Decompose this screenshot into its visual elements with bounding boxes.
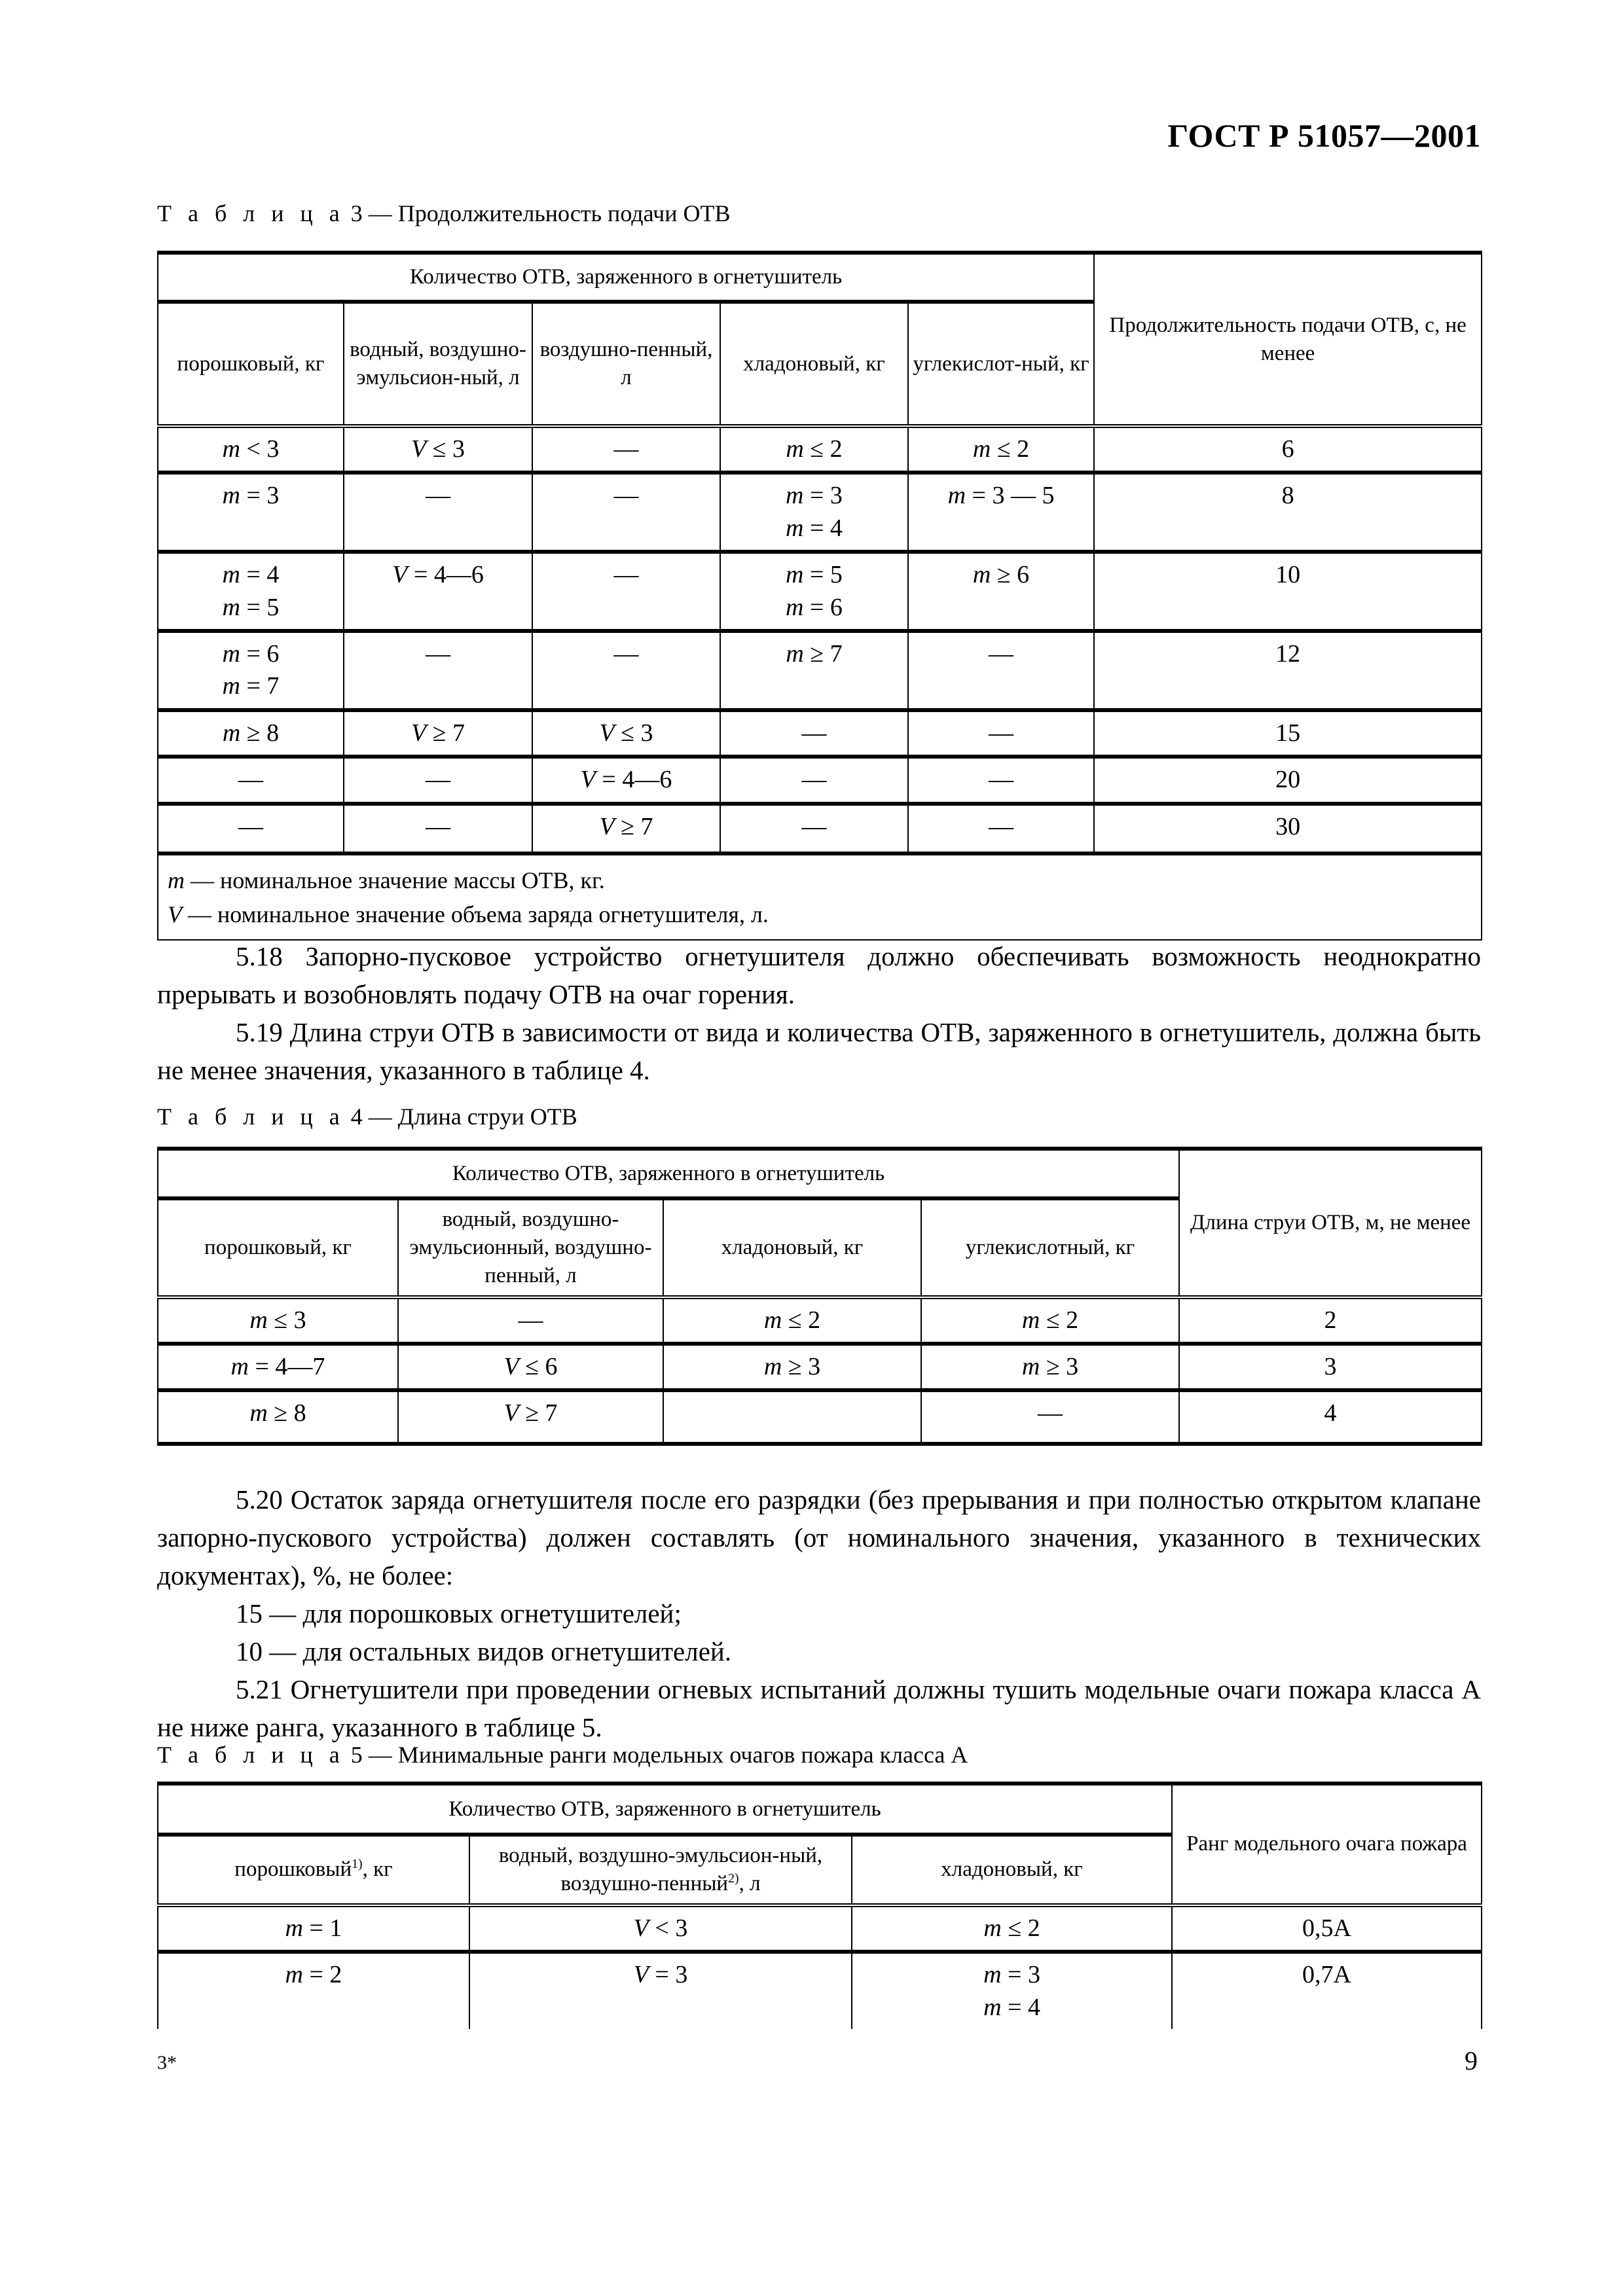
- table3-cell: 30: [1094, 804, 1482, 853]
- paragraphs-5-18-5-19: [157, 937, 1481, 1089]
- table3-cell: m ≥ 8: [158, 710, 344, 757]
- table3-cell: —: [532, 552, 720, 631]
- table3-cell: —: [158, 757, 344, 803]
- table4-cell: —: [921, 1390, 1179, 1444]
- table4-cell: m ≤ 2: [663, 1297, 921, 1344]
- table4-col-header: углекислотный, кг: [921, 1198, 1179, 1297]
- signature-mark: 3*: [157, 2052, 177, 2073]
- table3-note-m: m — номинальное значение массы ОТВ, кг.: [168, 867, 605, 893]
- table4-col-header: порошковый, кг: [158, 1198, 398, 1297]
- table4-cell: 3: [1179, 1344, 1482, 1390]
- table3-col-header: воздушно-пенный, л: [532, 302, 720, 426]
- table3-cell: 6: [1094, 426, 1482, 473]
- table4: [157, 1147, 1482, 1446]
- table4-result-header: Длина струи ОТВ, м, не менее: [1179, 1149, 1482, 1297]
- table3-cell: —: [720, 710, 908, 757]
- table4-cell: m ≥ 3: [921, 1344, 1179, 1390]
- table3-col-header: хладоновый, кг: [720, 302, 908, 426]
- table5-caption: [157, 1741, 968, 1768]
- paragraphs-5-20-5-21: [157, 1480, 1481, 1746]
- table3-caption-text: 3 — Продолжительность подачи ОТВ: [344, 200, 731, 226]
- document-id-header: ГОСТ Р 51057—2001: [1167, 117, 1481, 154]
- table4-caption: [157, 1103, 577, 1130]
- table3-cell: 20: [1094, 757, 1482, 803]
- table3-cell: —: [532, 426, 720, 473]
- table3-caption: [157, 200, 731, 227]
- table5-cell: m = 3 m = 4: [852, 1952, 1172, 2029]
- list-item-other: 10 — для остальных видов огнетушителей.: [236, 1636, 732, 1666]
- table3-cell: —: [344, 631, 532, 710]
- table5-result-header: Ранг модельного очага пожара: [1172, 1784, 1482, 1905]
- table5-cell: V = 3: [469, 1952, 852, 2029]
- table3-cell: —: [344, 473, 532, 552]
- table5-caption-label: Т а б л и ц а: [157, 1742, 345, 1768]
- table3-cell: V ≤ 3: [532, 710, 720, 757]
- table3-cell: —: [532, 473, 720, 552]
- table-row: [158, 473, 1482, 552]
- table5-group-header: Количество ОТВ, заряженного в огнетушитель: [158, 1784, 1172, 1835]
- table4-cell: V ≥ 7: [398, 1390, 663, 1444]
- table-row: [158, 1390, 1482, 1444]
- table3-col-header: порошковый, кг: [158, 302, 344, 426]
- table4-cell: 2: [1179, 1297, 1482, 1344]
- table3-cell: —: [158, 804, 344, 853]
- table4-col-header: водный, воздушно-эмульсионный, воздушно-пенный, л: [398, 1198, 663, 1297]
- table3-cell: —: [720, 804, 908, 853]
- table4-group-header: Количество ОТВ, заряженного в огнетушитель: [158, 1149, 1179, 1198]
- table-row: [158, 1952, 1482, 2029]
- table4-cell: m ≥ 8: [158, 1390, 398, 1444]
- paragraph-5-19: 5.19 Длина струи ОТВ в зависимости от вида и количества ОТВ, заряженного в огнетушитель, должна быть не менее значения, указанного в таблице 4.: [157, 1017, 1481, 1085]
- table3-cell: V = 4—6: [532, 757, 720, 803]
- table4-cell: V ≤ 6: [398, 1344, 663, 1390]
- table-row: [158, 1297, 1482, 1344]
- table4-cell: —: [398, 1297, 663, 1344]
- table3-cell: —: [908, 804, 1094, 853]
- table5-col-header: водный, воздушно-эмульсион-ный, воздушно-пенный$^{2)}$, л: [469, 1835, 852, 1905]
- table3-cell: —: [908, 631, 1094, 710]
- table3-cell: —: [720, 757, 908, 803]
- table3-cell: —: [532, 631, 720, 710]
- table-row: [158, 552, 1482, 631]
- table3-cell: 10: [1094, 552, 1482, 631]
- paragraph-5-18: 5.18 Запорно-пусковое устройство огнетушителя должно обеспечивать возможность неоднократно прерывать и возобновлять подачу ОТВ на очаг горения.: [157, 941, 1481, 1009]
- table5-cell: 0,7А: [1172, 1952, 1482, 2029]
- table4-cell: m ≥ 3: [663, 1344, 921, 1390]
- table-row: [158, 1905, 1482, 1952]
- page-number: 9: [1465, 2046, 1478, 2075]
- table3-notes: [158, 853, 1482, 940]
- table-row: [158, 1344, 1482, 1390]
- table3-cell: m = 4 m = 5: [158, 552, 344, 631]
- table3-cell: m ≥ 6: [908, 552, 1094, 631]
- table-row: [158, 426, 1482, 473]
- table3-cell: 8: [1094, 473, 1482, 552]
- table5-cell: m ≤ 2: [852, 1905, 1172, 1952]
- table3-cell: 15: [1094, 710, 1482, 757]
- list-item-powder: 15 — для порошковых огнетушителей;: [236, 1598, 682, 1628]
- table5-cell: m = 1: [158, 1905, 469, 1952]
- table5-cell: 0,5А: [1172, 1905, 1482, 1952]
- table3-group-header: Количество ОТВ, заряженного в огнетушитель: [158, 253, 1094, 302]
- table3-result-header: Продолжительность подачи ОТВ, с, не менее: [1094, 253, 1482, 426]
- table3-cell: m ≤ 2: [908, 426, 1094, 473]
- table3-note-v: V — номинальное значение объема заряда огнетушителя, л.: [168, 901, 769, 927]
- table-row: [158, 757, 1482, 803]
- table3-cell: m < 3: [158, 426, 344, 473]
- table3-cell: m = 5 m = 6: [720, 552, 908, 631]
- table3-cell: V ≤ 3: [344, 426, 532, 473]
- table3-cell: m ≥ 7: [720, 631, 908, 710]
- table5-cell: m = 2: [158, 1952, 469, 2029]
- table3-caption-label: Т а б л и ц а: [157, 200, 345, 226]
- table3-cell: 12: [1094, 631, 1482, 710]
- table4-cell: m ≤ 3: [158, 1297, 398, 1344]
- table3-cell: m = 3 m = 4: [720, 473, 908, 552]
- table5-cell: V < 3: [469, 1905, 852, 1952]
- table3-cell: V ≥ 7: [344, 710, 532, 757]
- table3-cell: V = 4—6: [344, 552, 532, 631]
- table5-caption-text: 5 — Минимальные ранги модельных очагов пожара класса А: [344, 1742, 968, 1768]
- table3-cell: m = 3: [158, 473, 344, 552]
- table4-caption-text: 4 — Длина струи ОТВ: [344, 1103, 577, 1130]
- table5-col-header: хладоновый, кг: [852, 1835, 1172, 1905]
- table3-cell: V ≥ 7: [532, 804, 720, 853]
- table3-col-header: углекислот-ный, кг: [908, 302, 1094, 426]
- table4-cell: m = 4—7: [158, 1344, 398, 1390]
- table-row: [158, 710, 1482, 757]
- table3-col-header: водный, воздушно-эмульсион-ный, л: [344, 302, 532, 426]
- table4-caption-label: Т а б л и ц а: [157, 1103, 345, 1130]
- table4-cell: [663, 1390, 921, 1444]
- table5-col-header: порошковый$^{1)}$, кг: [158, 1835, 469, 1905]
- table4-cell: m ≤ 2: [921, 1297, 1179, 1344]
- paragraph-5-20: 5.20 Остаток заряда огнетушителя после его разрядки (без прерывания и при полностью открытом клапане запорно-пускового устройства) должен составлять (от номинального значения, указанного в технических документах), %, не более:: [157, 1484, 1481, 1590]
- table3-cell: —: [344, 757, 532, 803]
- table5: [157, 1782, 1482, 2029]
- table3-cell: m = 6 m = 7: [158, 631, 344, 710]
- paragraph-5-21: 5.21 Огнетушители при проведении огневых испытаний должны тушить модельные очаги пожара класса А не ниже ранга, указанного в таблице 5.: [157, 1674, 1481, 1742]
- table-row: [158, 631, 1482, 710]
- table3-cell: m = 3 — 5: [908, 473, 1094, 552]
- table4-col-header: хладоновый, кг: [663, 1198, 921, 1297]
- table3-cell: m ≤ 2: [720, 426, 908, 473]
- table4-cell: 4: [1179, 1390, 1482, 1444]
- table-row: [158, 804, 1482, 853]
- table3-cell: —: [908, 757, 1094, 803]
- table3-cell: —: [344, 804, 532, 853]
- table3: [157, 251, 1482, 941]
- table3-cell: —: [908, 710, 1094, 757]
